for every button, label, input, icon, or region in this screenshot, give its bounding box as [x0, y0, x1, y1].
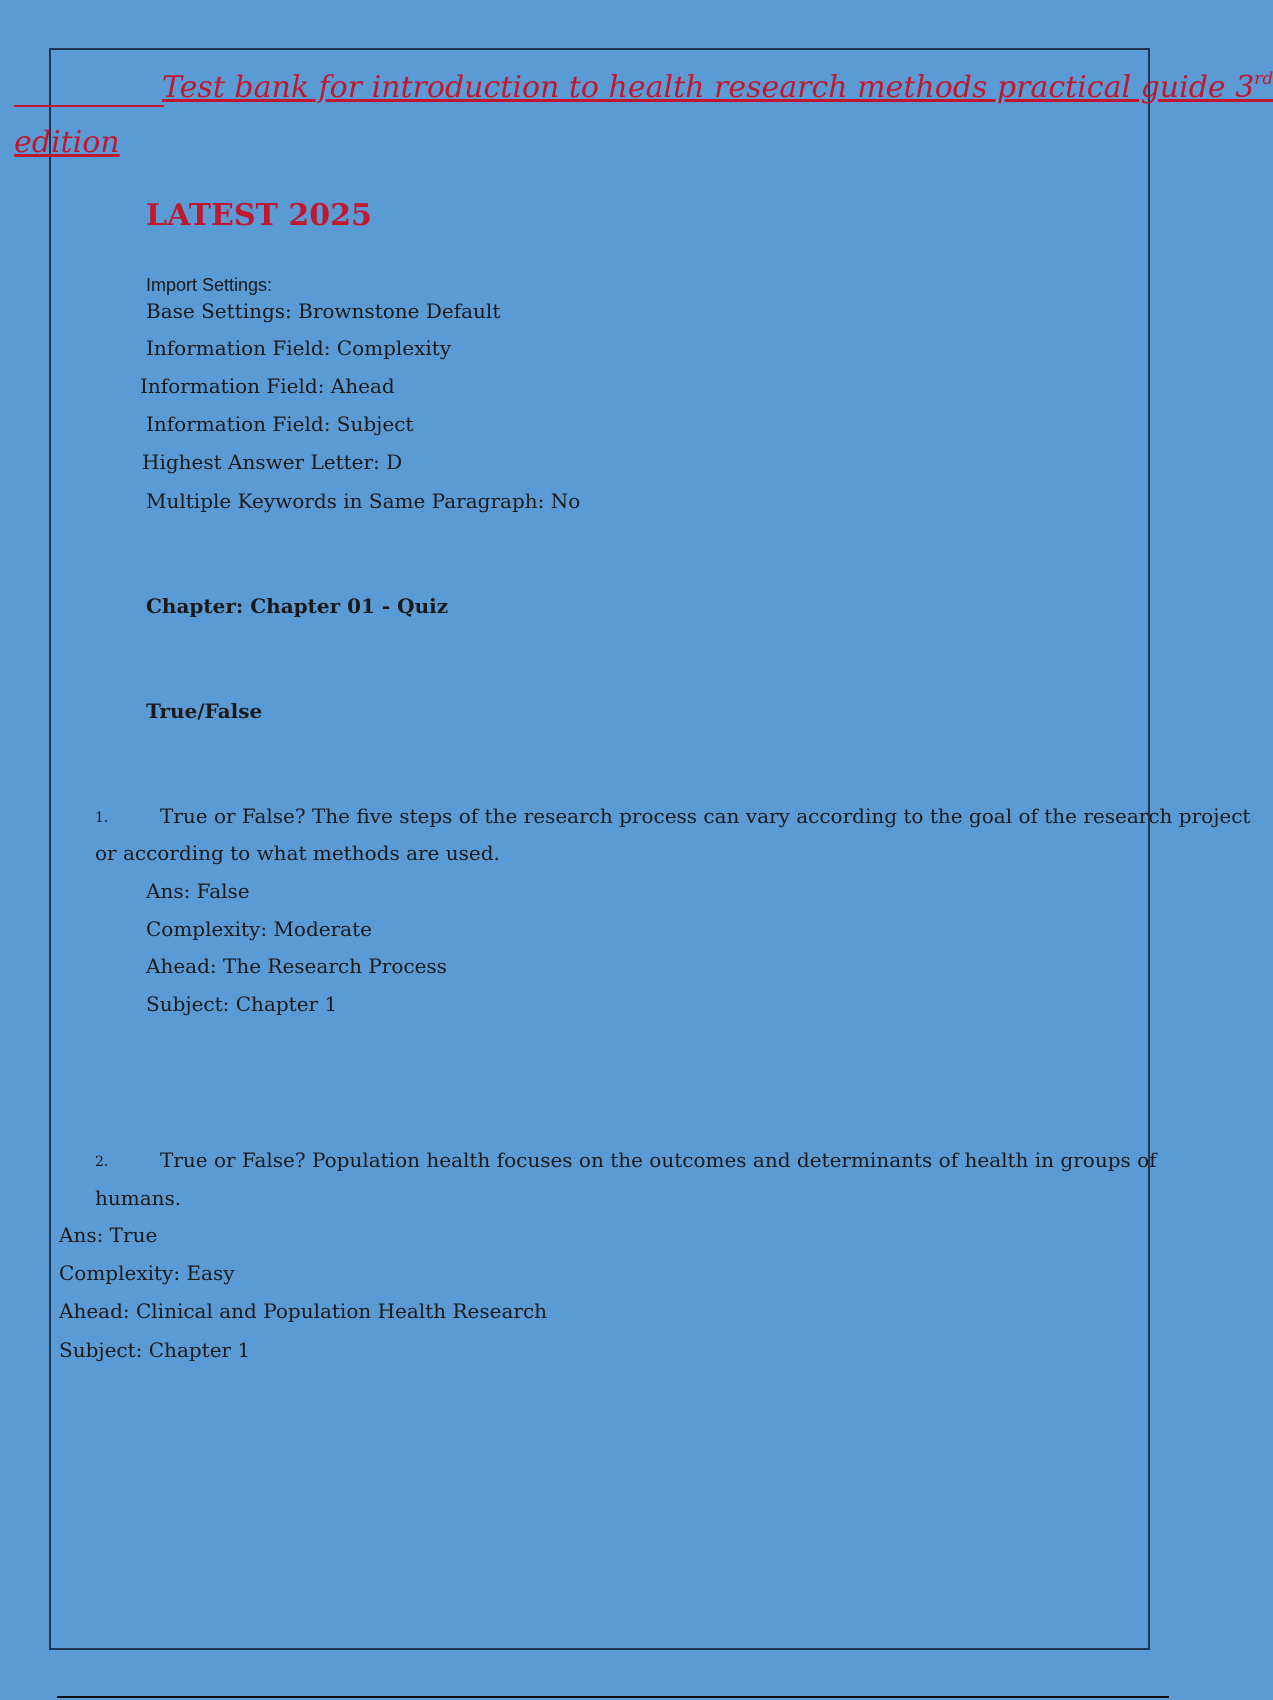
subject: Subject: Chapter 1 [59, 1338, 251, 1362]
question-text-continued: humans. [95, 1186, 182, 1210]
document-title-continued: edition [14, 125, 120, 160]
import-settings-heading: Import Settings: [146, 275, 273, 295]
info-field-ahead: Information Field: Ahead [140, 374, 395, 398]
footer-rule [57, 1696, 1169, 1698]
question-text: True or False? Population health focuses on the outcomes and determinants of health in groups of [160, 1148, 1157, 1172]
highest-answer-letter: Highest Answer Letter: D [142, 450, 403, 474]
complexity: Complexity: Moderate [146, 917, 372, 941]
document-title: Test bank for introduction to health research methods practical guide 3rd [162, 69, 1273, 105]
question-text-continued: or according to what methods are used. [95, 841, 500, 865]
base-settings: Base Settings: Brownstone Default [146, 299, 501, 323]
question-text: True or False? The five steps of the research process can vary according to the goal of the research project [160, 804, 1251, 828]
info-field-subject: Information Field: Subject [146, 412, 414, 436]
complexity: Complexity: Easy [59, 1261, 235, 1285]
info-field-complexity: Information Field: Complexity [146, 336, 452, 360]
multiple-keywords: Multiple Keywords in Same Paragraph: No [146, 489, 581, 513]
answer: Ans: False [146, 879, 250, 903]
answer: Ans: True [59, 1223, 158, 1247]
title-superscript: rd [1254, 69, 1273, 89]
ahead: Ahead: Clinical and Population Health Research [59, 1299, 548, 1323]
question-number: 1. [95, 810, 109, 826]
latest-label: LATEST 2025 [146, 198, 372, 233]
ahead: Ahead: The Research Process [146, 954, 447, 978]
subject: Subject: Chapter 1 [146, 992, 338, 1016]
section-heading: True/False [146, 699, 263, 723]
title-underline-rule [14, 105, 164, 107]
question-number: 2. [95, 1154, 109, 1170]
chapter-heading: Chapter: Chapter 01 - Quiz [146, 594, 449, 618]
